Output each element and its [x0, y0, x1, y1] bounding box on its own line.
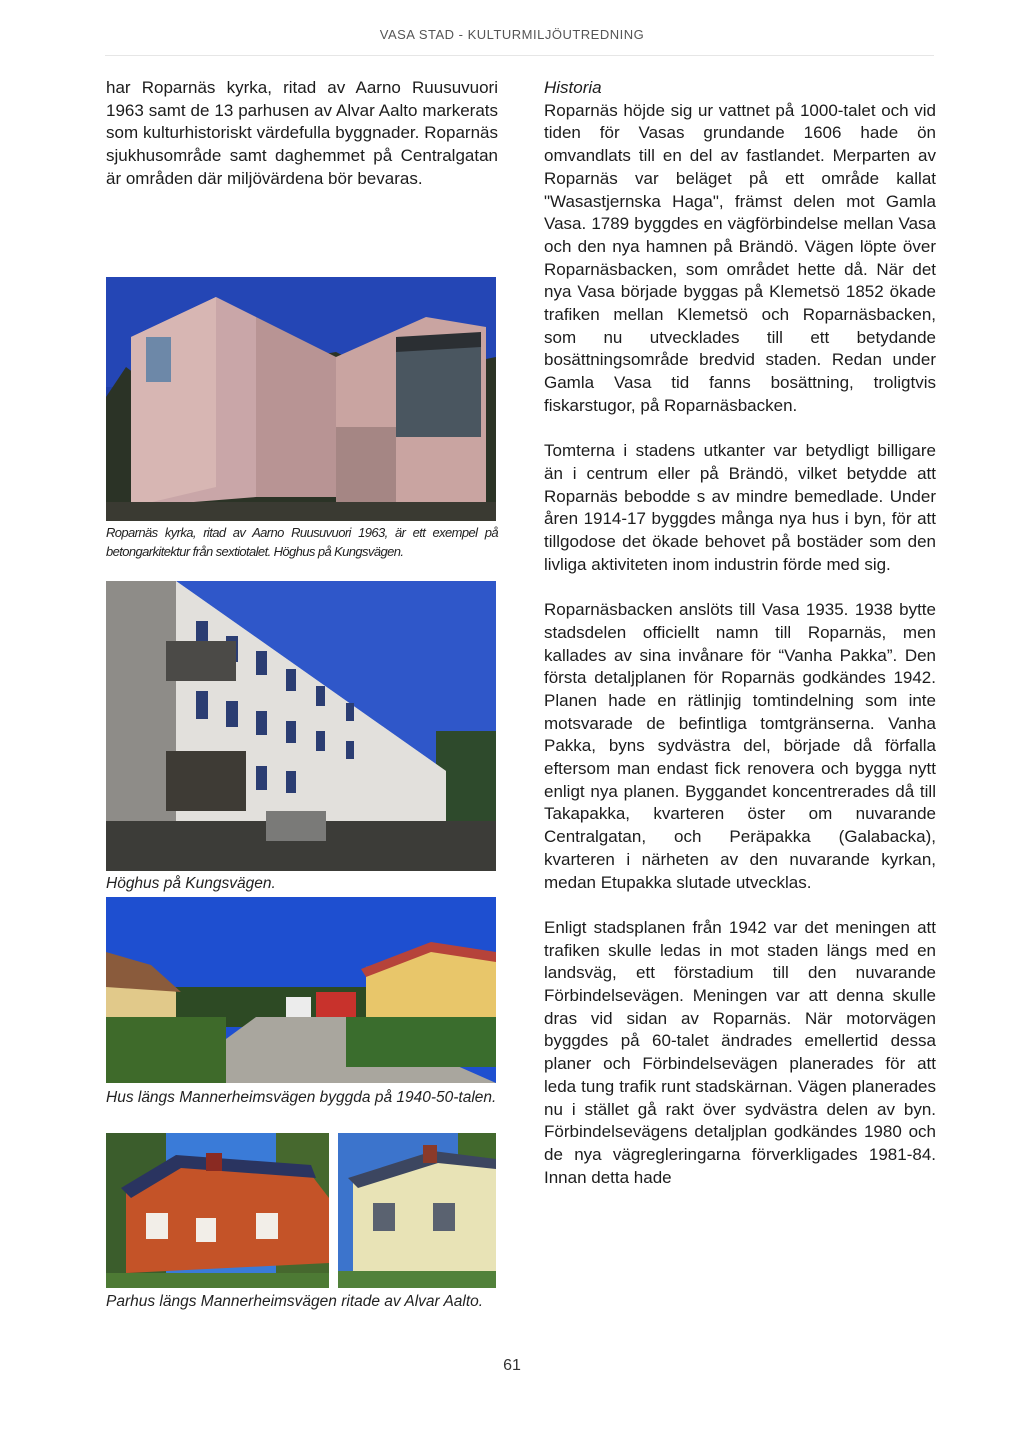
- street-caption: Hus längs Mannerheimsvägen byggda på 1940-50-talen.: [106, 1089, 497, 1106]
- pair-house-caption: Parhus längs Mannerheimsvägen ritade av Alvar Aalto.: [106, 1293, 484, 1310]
- apartments-photo: [106, 581, 496, 871]
- history-paragraph-4: Enligt stadsplanen från 1942 var det meningen att trafiken skulle ledas in mot staden längs med en landsväg, ett förstadium till den nuvarande Förbindelsevägen. Meningen var att denna skulle dras vid sidan av Roparnäs. När motorvägen byggdes på 60-talet ändrades emellertid dessa planer och Förbindelsevägen planerades för att leda tung trafik runt stadskärnan. Vägen planerades nu i stället gå rakt över sydvästra delen av byn. Förbindelsevägens detaljplan godkändes 1980 och de nya vägregleringarna förverkligades 1981-84. Innan detta hade: [544, 917, 936, 1187]
- church-caption: Roparnäs kyrka, ritad av Aarno Ruusuvuori 1963, är ett exempel på betongarkitektur från sextiotalet. Höghus på Kungsvägen.: [106, 525, 498, 559]
- history-column: [544, 77, 936, 1212]
- history-paragraph-2: Tomterna i stadens utkanter var betydligt billigare än i centrum eller på Brändö, vilket betydde att Roparnäs bebodde s av mindre bemedlade. Under åren 1914-17 byggdes många nya hus i byn, för att tillgodose det ökade behovet på bostäder som den livliga aktiviteten inom industrin förde med sig.: [544, 441, 936, 574]
- pair-house-photo-left: [106, 1133, 329, 1288]
- left-intro-paragraph: har Roparnäs kyrka, ritad av Aarno Ruusuvuori 1963 samt de 13 parhusen av Alvar Aalto markerats som kulturhistoriskt värdefulla byggnader. Roparnäs sjukhusområde samt daghemmet på Centralgatan är områden där miljövärdena bör bevaras.: [106, 78, 498, 188]
- history-heading: Historia: [544, 78, 602, 97]
- history-paragraph-1: Roparnäs höjde sig ur vattnet på 1000-talet och vid tiden för Vasas grundande 1606 hade ön omvandlats till en del av fastlandet. Merparten av Roparnäs var beläget på ett område kallat "Wasastjernska Haga", främst delen mot Gamla Vasa. 1789 byggdes en vägförbindelse mellan Vasa och den nya hamnen på Brändö. Vägen löpte över Roparnäsbacken, som området hette då. När det nya Vasa började byggas på Klemetsö 1852 ökade trafiken mellan Klemetsö och Roparnäsbacken, som nu utvecklades till ett betydande bosättningsområde bredvid staden. Redan under Gamla Vasa tid fanns bosättning, troligtvis fiskarstugor, på Roparnäsbacken.: [544, 100, 936, 415]
- apartments-caption: Höghus på Kungsvägen.: [106, 875, 276, 892]
- page-number: 61: [503, 1357, 521, 1374]
- header-divider: [105, 55, 934, 56]
- running-header: VASA STAD - KULTURMILJÖUTREDNING: [379, 27, 645, 42]
- church-photo: [106, 277, 496, 521]
- street-photo: [106, 897, 496, 1083]
- pair-house-photo-right: [338, 1133, 496, 1288]
- history-paragraph-3: Roparnäsbacken anslöts till Vasa 1935. 1938 bytte stadsdelen officiellt namn till Roparnäs, men kallades av sina invånare för “Vanha Pakka”. Den första detaljplanen för Roparnäs godkändes 1942. Planen hade en rätlinjig tomtindelning som inte motsvarade de befintliga tomtgränserna. Vanha Pakka, byns sydvästra del, började då förfalla eftersom man endast fick renovera och bygga nytt enligt nya planen. Byggandet koncentrerades då till Takapakka, kvarteren öster om nuvarande Centralgatan, och Peräpakka (Galabacka), kvarteren i närheten av den nuvarande kyrkan, medan Etupakka slutade utvecklas.: [544, 600, 936, 892]
